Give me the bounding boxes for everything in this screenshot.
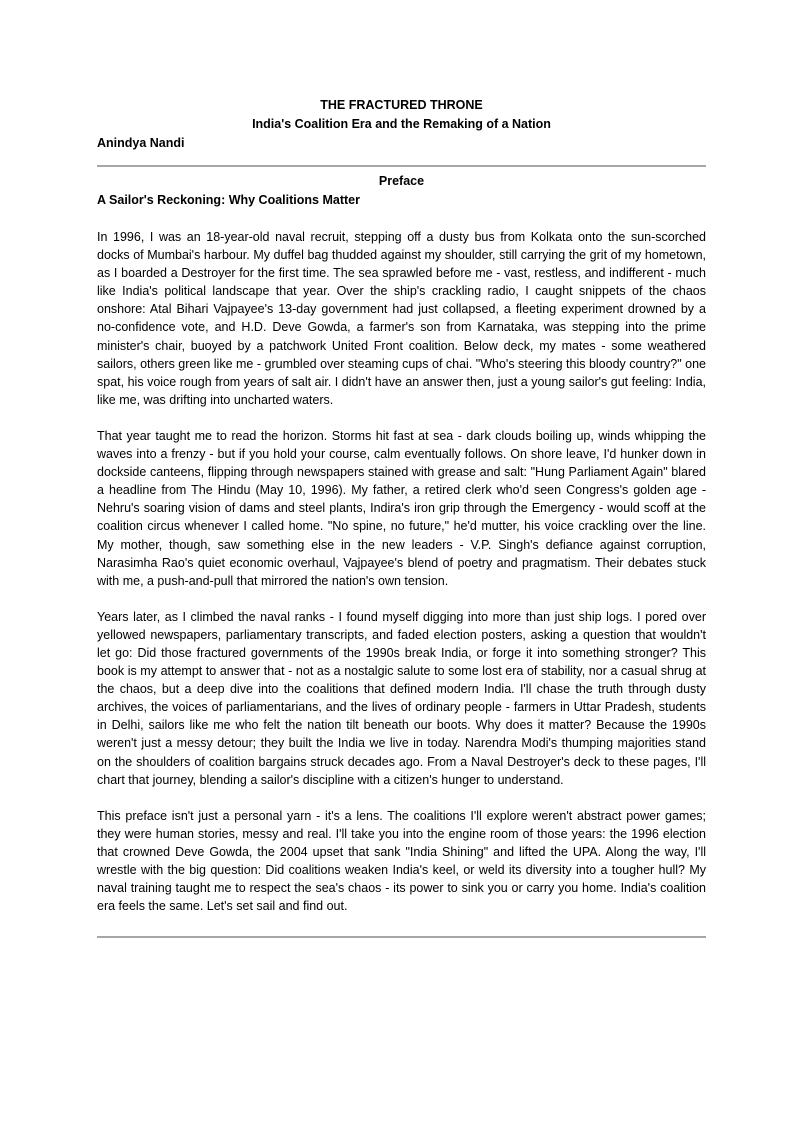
book-subtitle: India's Coalition Era and the Remaking of a Nation [252, 117, 551, 131]
preface-heading: Preface [378, 174, 425, 188]
top-divider [97, 165, 706, 167]
preface-paragraph-2: That year taught me to read the horizon. Storms hit fast at sea - dark clouds boiling up, winds whipping the waves into a frenzy - but if you hold your course, calm eventually follows. On shore leave, I'd hunker down in dockside canteens, flipping through newspapers stained with grease and salt: "Hung Parliament Again" blared a headline from The Hindu (May 10, 1996). My father, a retired clerk who'd seen Congress's golden age - Nehru's soaring vision of dams and steel plants, Indira's iron grip through the Emergency - would scoff at the coalition circus whenever I called home. "No spine, no future," he'd mutter, his voice crackling over the line. My mother, though, saw something else in the new leaders - V.P. Singh's defiance against corruption, Narasimha Rao's quiet economic overhaul, Vajpayee's blend of poetry and pragmatism. Their debates stuck with me, a push-and-pull that mirrored the nation's own tension. [97, 428, 706, 588]
preface-subheading: A Sailor's Reckoning: Why Coalitions Matter [97, 193, 360, 207]
preface-paragraph-1: In 1996, I was an 18-year-old naval recruit, stepping off a dusty bus from Kolkata onto the sun-scorched docks of Mumbai's harbour. My duffel bag thudded against my shoulder, still carrying the grit of my hometown, as I boarded a Destroyer for the first time. The sea sprawled before me - vast, restless, and indifferent - much like India's political landscape that year. Over the ship's crackling radio, I caught snippets of the chaos onshore: Atal Bihari Vajpayee's 13-day government had just collapsed, a fleeting experiment drowned by a no-confidence vote, and H.D. Deve Gowda, a farmer's son from Karnataka, was stepping into the prime minister's chair, buoyed by a patchwork United Front coalition. Below deck, my mates - some weathered sailors, others green like me - grumbled over steaming cups of chai. "Who's steering this bloody country?" one spat, his voice rough from years of salt air. I didn't have an answer then, just a young sailor's gut feeling: India, like me, was drifting into uncharted waters. [97, 230, 706, 407]
bottom-divider [97, 936, 706, 938]
preface-paragraph-3: Years later, as I climbed the naval ranks - I found myself digging into more than just ship logs. I pored over yellowed newspapers, parliamentary transcripts, and faded election posters, asking a question that wouldn't let go: Did those fractured governments of the 1990s break India, or forge it into something stronger? This book is my attempt to answer that - not as a nostalgic salute to some lost era of stability, nor a casual shrug at the chaos, but a deep dive into the coalitions that defined modern India. I'll chase the truth through dusty archives, the voices of parliamentarians, and the lives of ordinary people - farmers in Uttar Pradesh, students in Delhi, sailors like me who felt the nation tilt beneath our boots. Why does it matter? Because the 1990s weren't just a messy detour; they built the India we live in today. Narendra Modi's thumping majorities stand on the shoulders of coalition bargains struck decades ago. From a Naval Destroyer's deck to these pages, I'll chart that journey, blending a sailor's discipline with a citizen's hunger to understand. [97, 609, 706, 787]
book-title: THE FRACTURED THRONE [320, 98, 483, 112]
book-author: Anindya Nandi [97, 136, 185, 150]
preface-paragraph-4: This preface isn't just a personal yarn - it's a lens. The coalitions I'll explore weren't abstract power games; they were human stories, messy and real. I'll take you into the engine room of those years: the 1996 election that crowned Deve Gowda, the 2004 upset that sank "India Shining" and lifted the UPA. Along the way, I'll wrestle with the big question: Did coalitions weaken India's keel, or weld its diversity into a tougher hull? My naval training taught me to respect the sea's chaos - its power to sink you or carry you home. India's coalition era feels the same. Let's set sail and find out. [97, 808, 706, 914]
document-page [97, 96, 706, 938]
